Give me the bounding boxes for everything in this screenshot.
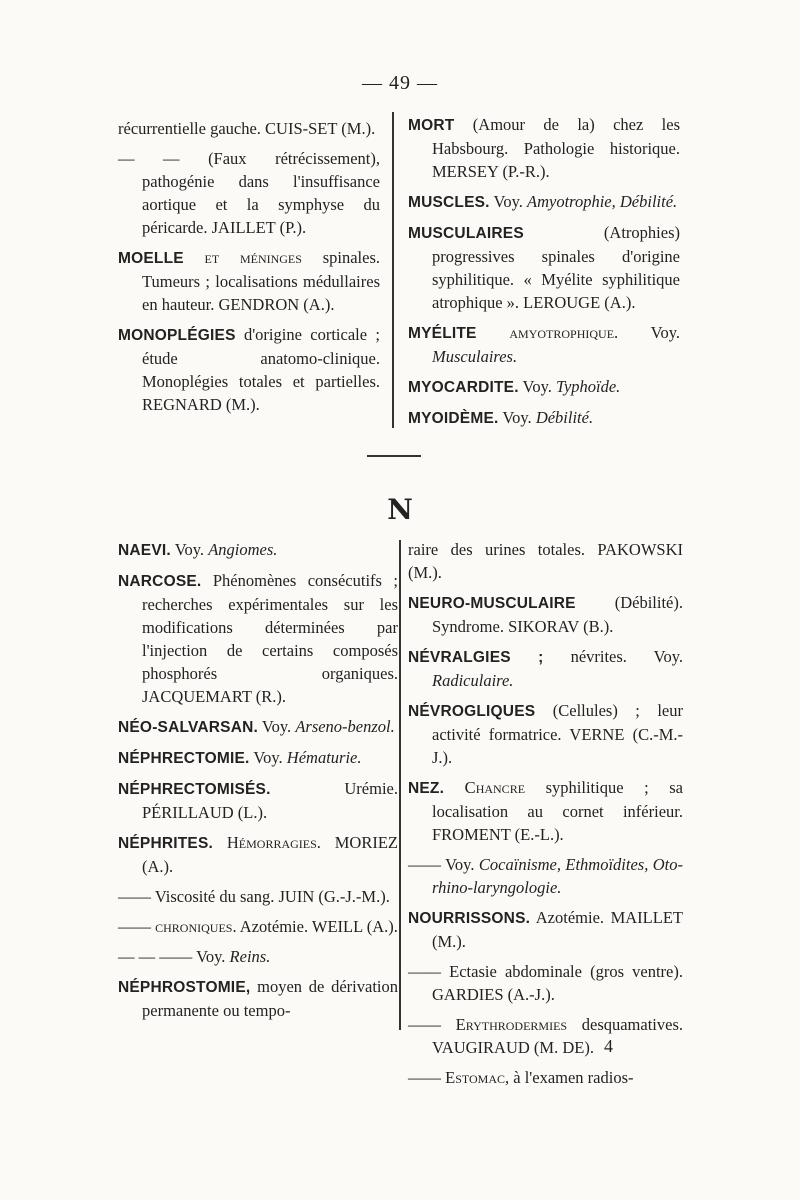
entry-headword: NÉVRALGIES ; xyxy=(408,649,544,666)
entry-headword: NÉPHROSTOMIE, xyxy=(118,979,251,996)
index-entry xyxy=(408,645,683,692)
column-bottom-right xyxy=(408,538,683,1096)
column-divider-top xyxy=(392,112,394,428)
index-entry xyxy=(408,538,683,584)
entry-headword: MYÉLITE xyxy=(408,325,477,342)
entry-crossref: Hématurie. xyxy=(286,748,362,767)
column-divider-bottom xyxy=(399,540,401,1030)
entry-text: —— xyxy=(408,1068,446,1087)
index-entry xyxy=(118,831,398,878)
index-entry xyxy=(118,915,398,938)
entry-text: Hémorragies. xyxy=(213,833,321,852)
index-entry xyxy=(118,323,380,416)
index-entry xyxy=(408,776,683,846)
entry-text: amyotrophique. xyxy=(476,323,619,342)
entry-crossref: Débilité. xyxy=(535,408,594,427)
entry-text: à l'examen radios- xyxy=(509,1068,634,1087)
index-entry xyxy=(118,538,398,562)
entry-text: Azotémie. MAILLET (M.). xyxy=(432,908,683,951)
entry-headword: MUSCULAIRES xyxy=(408,225,524,242)
entry-text: récurrentielle gauche. CUIS-SET (M.). xyxy=(118,119,376,138)
index-entry xyxy=(408,406,680,430)
entry-text: spinales. Tumeurs ; localisations médullaires en hauteur. GENDRON (A.). xyxy=(142,248,380,314)
index-entry xyxy=(408,699,683,769)
entry-text: chroniques. xyxy=(155,917,237,936)
entry-crossref: Arseno-benzol. xyxy=(295,717,395,736)
section-letter: N xyxy=(387,493,413,526)
page-number: — 49 — xyxy=(362,72,438,94)
entry-headword: NEURO-MUSCULAIRE xyxy=(408,595,576,612)
entry-text: —— Viscosité du sang. JUIN (G.-J.-M.). xyxy=(118,887,390,906)
entry-crossref: Typhoïde. xyxy=(556,377,621,396)
entry-headword: MYOIDÈME. xyxy=(408,410,499,427)
entry-crossref: Angiomes. xyxy=(208,540,278,559)
entry-text: Voy. xyxy=(489,192,527,211)
index-entry xyxy=(118,246,380,316)
entry-text: Urémie. PÉRILLAUD (L.). xyxy=(142,779,398,822)
entry-headword: NÉPHRECTOMIE. xyxy=(118,750,250,767)
entry-text: —— Ectasie abdominale (gros ventre). GARDIES (A.-J.). xyxy=(408,962,683,1004)
entry-text: —— Voy. xyxy=(408,855,479,874)
index-entry xyxy=(408,221,680,314)
entry-text: Voy. xyxy=(258,717,296,736)
entry-headword: NARCOSE. xyxy=(118,573,202,590)
index-entry xyxy=(408,1013,683,1059)
entry-text: Erythrodermies xyxy=(455,1015,568,1034)
index-entry xyxy=(408,321,680,368)
index-entry xyxy=(408,853,683,899)
entry-headword: NEZ. xyxy=(408,780,445,797)
entry-crossref: Reins. xyxy=(229,947,271,966)
entry-text: et méninges xyxy=(183,248,302,267)
index-entry xyxy=(408,960,683,1006)
entry-text: (Atrophies) progressives spinales d'origine syphilitique. « Myélite syphilitique atrophique ». LEROUGE (A.). xyxy=(432,223,680,312)
entry-text: Estomac, xyxy=(445,1068,510,1087)
signature-mark: 4 xyxy=(604,1036,613,1056)
entry-text: — — —— Voy. xyxy=(118,947,230,966)
entry-text: moyen de dérivation permanente ou tempo- xyxy=(142,977,398,1020)
entry-text: syphilitique ; sa localisation au cornet inférieur. FROMENT (E.-L.). xyxy=(432,778,683,844)
entry-headword: NAEVI. xyxy=(118,542,171,559)
entry-text: desquamatives. VAUGIRAUD (M. DE). xyxy=(432,1015,684,1057)
entry-headword: NOURRISSONS. xyxy=(408,910,531,927)
entry-headword: NÉO-SALVARSAN. xyxy=(118,719,259,736)
column-top-left xyxy=(118,117,380,423)
index-entry xyxy=(408,906,683,953)
entry-headword: NÉVROGLIQUES xyxy=(408,703,536,720)
entry-crossref: Amyotrophie, Débilité. xyxy=(527,192,678,211)
index-entry xyxy=(408,375,680,399)
index-entry xyxy=(118,746,398,770)
entry-text: Voy. xyxy=(249,748,287,767)
entry-headword: MORT xyxy=(408,117,455,134)
section-rule xyxy=(367,455,421,457)
entry-text: (Cellules) ; leur activité formatrice. VERNE (C.-M.-J.). xyxy=(432,701,683,767)
column-top-right xyxy=(408,113,680,437)
entry-crossref: Radiculaire. xyxy=(432,671,514,690)
entry-text: Voy. xyxy=(518,377,556,396)
index-entry xyxy=(408,113,680,183)
entry-text: raire des urines totales. PAKOWSKI (M.). xyxy=(408,540,683,582)
index-entry xyxy=(118,777,398,824)
index-entry xyxy=(118,569,398,708)
entry-headword: MONOPLÉGIES xyxy=(118,327,236,344)
entry-headword: NÉPHRECTOMISÉS. xyxy=(118,781,271,798)
entry-text: Chancre xyxy=(444,778,526,797)
entry-text: Voy. xyxy=(618,323,681,342)
index-entry xyxy=(408,1066,683,1089)
entry-text: d'origine corticale ; étude anatomo-clinique. Monoplégies totales et partielles. REGNARD (M.). xyxy=(142,325,380,414)
index-entry xyxy=(408,591,683,638)
index-entry xyxy=(118,147,380,239)
entry-headword: NÉPHRITES. xyxy=(118,835,214,852)
entry-text: MORIEZ (A.). xyxy=(142,833,398,876)
entry-headword: MYOCARDITE. xyxy=(408,379,519,396)
entry-crossref: Cocaïnisme, Ethmoïdites, Oto-rhino-laryngologie. xyxy=(432,855,683,897)
entry-text: Voy. xyxy=(170,540,209,559)
entry-text: — — (Faux rétrécissement), pathogénie dans l'insuffisance aortique et la symphyse du péricarde. JAILLET (P.). xyxy=(118,149,380,237)
entry-headword: MUSCLES. xyxy=(408,194,490,211)
column-bottom-left xyxy=(118,538,398,1029)
entry-text: (Débilité). Syndrome. SIKORAV (B.). xyxy=(432,593,683,636)
index-entry xyxy=(408,190,680,214)
entry-text: Azotémie. WEILL (A.). xyxy=(236,917,398,936)
index-entry xyxy=(118,885,398,908)
index-entry xyxy=(118,117,380,140)
index-entry xyxy=(118,715,398,739)
index-entry xyxy=(118,975,398,1022)
entry-text: Phénomènes consécutifs ; recherches expérimentales sur les modifications déterminées par l'injection de certains composés phosphorés organiques. JACQUEMART (R.). xyxy=(142,571,398,706)
entry-text: névrites. Voy. xyxy=(543,647,683,666)
entry-text: —— xyxy=(118,917,156,936)
entry-text: (Amour de la) chez les Habsbourg. Pathologie historique. MERSEY (P.-R.). xyxy=(432,115,680,181)
index-entry xyxy=(118,945,398,968)
entry-headword: MOELLE xyxy=(118,250,184,267)
entry-crossref: Musculaires. xyxy=(432,347,518,366)
entry-text: Voy. xyxy=(498,408,536,427)
entry-text: —— xyxy=(408,1015,456,1034)
